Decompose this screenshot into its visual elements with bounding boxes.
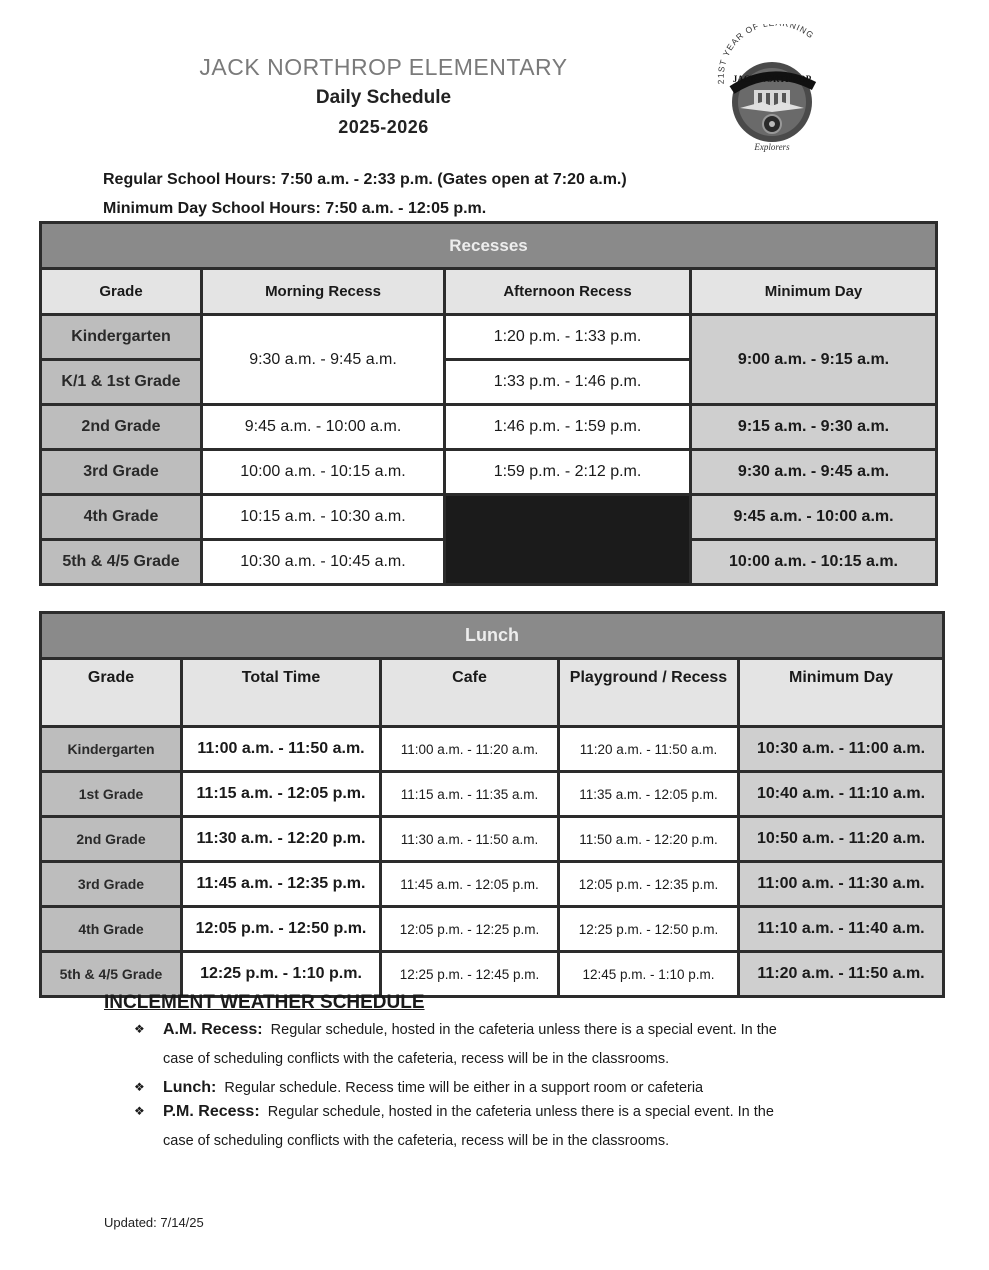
table-row <box>41 450 937 495</box>
list-item <box>134 1097 894 1156</box>
total-time-cell: 12:25 p.m. - 1:10 p.m. <box>182 952 381 997</box>
bullet-label: Lunch: <box>163 1079 217 1096</box>
grade-cell: 2nd Grade <box>41 405 202 450</box>
grade-cell: 1st Grade <box>41 772 182 817</box>
column-header-grade: Grade <box>41 659 182 727</box>
column-header-morning-recess: Morning Recess <box>202 269 445 315</box>
diamond-bullet-icon: ❖ <box>134 1080 145 1094</box>
afternoon-recess-cell: 1:33 p.m. - 1:46 p.m. <box>445 360 691 405</box>
minimum-day-cell: 9:30 a.m. - 9:45 a.m. <box>691 450 937 495</box>
grade-cell: 4th Grade <box>41 495 202 540</box>
column-header-afternoon-recess: Afternoon Recess <box>445 269 691 315</box>
afternoon-recess-cell: 1:20 p.m. - 1:33 p.m. <box>445 315 691 360</box>
svg-text:21ST YEAR OF LEARNING: 21ST YEAR OF NING <box>715 24 817 85</box>
playground-cell: 12:05 p.m. - 12:35 p.m. <box>559 862 739 907</box>
total-time-cell: 11:45 a.m. - 12:35 p.m. <box>182 862 381 907</box>
bullet-text-continued: case of scheduling conflicts with the cafeteria, recess will be in the classrooms. <box>163 1051 670 1067</box>
grade-cell: K/1 & 1st Grade <box>41 360 202 405</box>
morning-recess-cell: 9:30 a.m. - 9:45 a.m. <box>202 315 445 405</box>
table-row <box>41 405 937 450</box>
grade-cell: 2nd Grade <box>41 817 182 862</box>
column-header-minimum-day: Minimum Day <box>739 659 944 727</box>
grade-cell: Kindergarten <box>41 315 202 360</box>
school-year: 2025-2026 <box>338 117 429 137</box>
total-time-cell: 11:30 a.m. - 12:20 p.m. <box>182 817 381 862</box>
regular-hours: Regular School Hours: 7:50 a.m. - 2:33 p.m. (Gates open at 7:20 a.m.) <box>103 171 627 188</box>
grade-cell: 5th & 4/5 Grade <box>41 952 182 997</box>
lunch-title: Lunch <box>41 613 944 659</box>
recesses-table <box>39 221 938 586</box>
morning-recess-cell: 10:30 a.m. - 10:45 a.m. <box>202 540 445 585</box>
cafe-cell: 11:15 a.m. - 11:35 a.m. <box>381 772 559 817</box>
svg-text:JACK NORTHROP: JACK NORTHROP <box>732 74 812 84</box>
cafe-cell: 11:00 a.m. - 11:20 a.m. <box>381 727 559 772</box>
minimum-day-cell: 10:30 a.m. - 11:00 a.m. <box>739 727 944 772</box>
column-header-minimum-day: Minimum Day <box>691 269 937 315</box>
column-header-cafe: Cafe <box>381 659 559 727</box>
playground-cell: 12:25 p.m. - 12:50 p.m. <box>559 907 739 952</box>
bullet-text: Regular schedule, hosted in the cafeteria unless there is a special event. In the <box>270 1022 777 1038</box>
total-time-cell: 11:00 a.m. - 11:50 a.m. <box>182 727 381 772</box>
minimum-day-cell: 9:45 a.m. - 10:00 a.m. <box>691 495 937 540</box>
morning-recess-cell: 10:15 a.m. - 10:30 a.m. <box>202 495 445 540</box>
table-row <box>41 315 937 360</box>
minimum-day-cell: 9:00 a.m. - 9:15 a.m. <box>691 315 937 405</box>
school-seal-icon <box>706 24 840 154</box>
diamond-bullet-icon: ❖ <box>134 1022 145 1036</box>
grade-cell: 5th & 4/5 Grade <box>41 540 202 585</box>
table-row <box>41 772 944 817</box>
grade-cell: Kindergarten <box>41 727 182 772</box>
afternoon-recess-cell: 1:59 p.m. - 2:12 p.m. <box>445 450 691 495</box>
lunch-table <box>39 611 945 998</box>
table-row <box>41 862 944 907</box>
playground-cell: 11:50 a.m. - 12:20 p.m. <box>559 817 739 862</box>
bullet-text: Regular schedule. Recess time will be either in a support room or cafeteria <box>224 1080 704 1096</box>
minimum-day-cell: 11:10 a.m. - 11:40 a.m. <box>739 907 944 952</box>
svg-text:Explorers: Explorers <box>754 142 790 152</box>
column-header-grade: Grade <box>41 269 202 315</box>
playground-cell: 11:35 a.m. - 12:05 p.m. <box>559 772 739 817</box>
diamond-bullet-icon: ❖ <box>134 1104 145 1118</box>
grade-cell: 4th Grade <box>41 907 182 952</box>
bullet-label: P.M. Recess: <box>163 1103 260 1120</box>
total-time-cell: 12:05 p.m. - 12:50 p.m. <box>182 907 381 952</box>
playground-cell: 12:45 p.m. - 1:10 p.m. <box>559 952 739 997</box>
updated-date: Updated: 7/14/25 <box>104 1215 204 1230</box>
cafe-cell: 12:25 p.m. - 12:45 p.m. <box>381 952 559 997</box>
column-header-playground-recess: Playground / Recess <box>559 659 739 727</box>
cafe-cell: 11:30 a.m. - 11:50 a.m. <box>381 817 559 862</box>
total-time-cell: 11:15 a.m. - 12:05 p.m. <box>182 772 381 817</box>
afternoon-recess-cell: 1:46 p.m. - 1:59 p.m. <box>445 405 691 450</box>
minimum-day-cell: 11:00 a.m. - 11:30 a.m. <box>739 862 944 907</box>
morning-recess-cell: 9:45 a.m. - 10:00 a.m. <box>202 405 445 450</box>
table-row <box>41 907 944 952</box>
table-row <box>41 817 944 862</box>
list-item <box>134 1015 894 1074</box>
recesses-title: Recesses <box>41 223 937 269</box>
table-row <box>41 952 944 997</box>
school-name: JACK NORTHROP ELEMENTARY <box>199 54 568 80</box>
grade-cell: 3rd Grade <box>41 450 202 495</box>
table-row <box>41 495 937 540</box>
playground-cell: 11:20 a.m. - 11:50 a.m. <box>559 727 739 772</box>
minimum-day-cell: 11:20 a.m. - 11:50 a.m. <box>739 952 944 997</box>
page-subtitle: Daily Schedule <box>315 87 452 108</box>
minimum-day-cell: 10:40 a.m. - 11:10 a.m. <box>739 772 944 817</box>
cafe-cell: 12:05 p.m. - 12:25 p.m. <box>381 907 559 952</box>
grade-cell: 3rd Grade <box>41 862 182 907</box>
table-row <box>41 727 944 772</box>
bullet-text-continued: case of scheduling conflicts with the cafeteria, recess will be in the classrooms. <box>163 1133 670 1149</box>
minimum-day-cell: 10:00 a.m. - 10:15 a.m. <box>691 540 937 585</box>
inclement-weather-title: INCLEMENT WEATHER SCHEDULE <box>104 992 425 1013</box>
minimum-day-cell: 10:50 a.m. - 11:20 a.m. <box>739 817 944 862</box>
bullet-text: Regular schedule, hosted in the cafeteria unless there is a special event. In the <box>267 1104 774 1120</box>
column-header-total-time: Total Time <box>182 659 381 727</box>
cafe-cell: 11:45 a.m. - 12:05 p.m. <box>381 862 559 907</box>
minimum-day-cell: 9:15 a.m. - 9:30 a.m. <box>691 405 937 450</box>
bullet-label: A.M. Recess: <box>163 1021 263 1038</box>
empty-shaded-cell <box>445 495 691 585</box>
minimum-day-hours: Minimum Day School Hours: 7:50 a.m. - 12:05 p.m. <box>103 200 487 217</box>
morning-recess-cell: 10:00 a.m. - 10:15 a.m. <box>202 450 445 495</box>
